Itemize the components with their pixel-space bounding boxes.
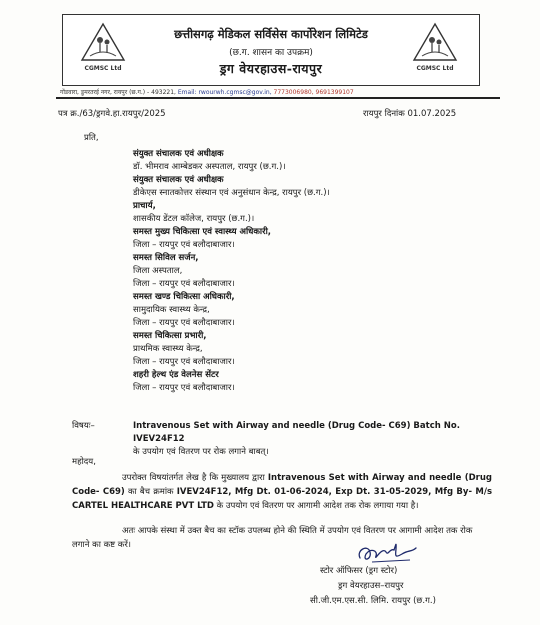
subject-english: Intravenous Set with Airway and needle (Drug Code- C69) Batch No. IVEV24F12 <box>133 421 460 444</box>
org-name: छत्तीसगढ़ मेडिकल सर्विसेस कार्पोरेशन लिमिटेड <box>174 27 368 41</box>
cgmsc-logo-right <box>408 20 462 74</box>
header-divider <box>56 97 500 99</box>
address-line <box>60 88 500 96</box>
recipient-line: प्राथमिक स्वास्थ्य केन्द्र, <box>133 344 203 354</box>
email-text: Email: rwourwh.cgmsc@gov.in, <box>177 89 272 96</box>
recipient-line: समस्त मुख्य चिकित्सा एवं स्वास्थ्य अधिकारी, <box>133 227 272 237</box>
p1-part-c: का बैच क्रमांक <box>127 487 174 497</box>
subject-text <box>133 420 513 459</box>
subject-label: विषयः– <box>72 421 95 431</box>
body-paragraph-2 <box>72 524 492 552</box>
letter-reference: पत्र क्र./63/ड्रगवे.हा.रायपुर/2025 <box>58 109 166 119</box>
recipient-line: जिला – रायपुर एवं बलौदाबाजार। <box>133 383 235 393</box>
recipient-line: शहरी हेल्थ एंड वेलनेस सेंटर <box>133 370 219 380</box>
recipient-line: डीकेएस स्नातकोत्तर संस्थान एवं अनुसंधान केन्द्र, रायपुर (छ.ग.)। <box>133 188 330 198</box>
recipient-line: समस्त सिविल सर्जन, <box>133 253 199 263</box>
letter-date: रायपुर दिनांक 01.07.2025 <box>363 109 457 119</box>
handwritten-signature <box>352 540 422 566</box>
recipient-line: प्राचार्य, <box>133 201 156 211</box>
p1-part-e: के उपयोग एवं वितरण पर आगामी आदेश तक रोक लगाया गया है। <box>216 501 419 511</box>
address-text: गोंडवारा, डुमरतरई नगर, रायपुर (छ.ग.) - 493221, <box>60 89 176 96</box>
subject-hindi: के उपयोग एवं वितरण पर रोक लगाने बाबत्। <box>133 447 269 457</box>
recipient-line: जिला अस्पताल, <box>133 266 183 276</box>
p1-batch: IVEV24F12, Mfg Dt. 01-06-2024, Exp Dt. 31-05-2029, Mfg By- M/s CARTEL HEALTHCARE PVT LTD <box>72 487 493 511</box>
p2-text: अतः आपके संस्था में उक्त बैच का स्टॉक उपलब्ध होने की स्थिति में उपयोग एवं वितरण पर आगामी आदेश तक रोक लगाने का कष्ट करें। <box>72 526 473 550</box>
logo-text: CGMSC Ltd <box>84 65 122 72</box>
p1-product: Intravenous Set with Airway and needle (Drug Code- C69) <box>72 473 492 497</box>
recipient-line: संयुक्त संचालक एवं अधीक्षक <box>133 149 224 159</box>
body-paragraph-1 <box>72 471 492 513</box>
signatory-designation: स्टोर ऑफिसर (ड्रग स्टोर) <box>320 566 398 576</box>
p1-part-a: उपरोक्त विषयांतर्गत लेख है कि मुख्यालय द्वारा <box>122 473 265 483</box>
warehouse-name: ड्रग वेयरहाउस-रायपुर <box>219 61 323 76</box>
prati-label: प्रति, <box>84 133 99 143</box>
signatory-org: सी.जी.एम.एस.सी. लिमि. रायपुर (छ.ग.) <box>310 596 436 606</box>
recipient-line: जिला – रायपुर एवं बलौदाबाजार। <box>133 357 235 367</box>
recipient-line: सामुदायिक स्वास्थ्य केन्द्र, <box>133 305 210 315</box>
recipient-line: समस्त चिकित्सा प्रभारी, <box>133 331 207 341</box>
signatory-office: ड्रग वेयरहाउस–रायपुर <box>338 581 404 591</box>
cgmsc-logo-left <box>76 20 130 74</box>
recipient-line: समस्त खण्ड चिकित्सा अधिकारी, <box>133 292 235 302</box>
recipient-list <box>133 148 463 395</box>
recipient-line: जिला – रायपुर एवं बलौदाबाजार। <box>133 240 235 250</box>
logo-text: CGMSC Ltd <box>416 65 454 72</box>
recipient-line: संयुक्त संचालक एवं अधीक्षक <box>133 175 224 185</box>
recipient-line: जिला – रायपुर एवं बलौदाबाजार। <box>133 318 235 328</box>
salutation: महोदय, <box>72 457 96 467</box>
phone-text: 7773006980, 9691399107 <box>273 89 354 96</box>
org-subtitle: (छ.ग. शासन का उपक्रम) <box>229 48 313 58</box>
recipient-line: जिला – रायपुर एवं बलौदाबाजार। <box>133 279 235 289</box>
recipient-line: डॉ. भीमराव आम्बेडकर अस्पताल, रायपुर (छ.ग.)। <box>133 162 286 172</box>
recipient-line: शासकीय डेंटल कॉलेज, रायपुर (छ.ग.)। <box>133 214 255 224</box>
